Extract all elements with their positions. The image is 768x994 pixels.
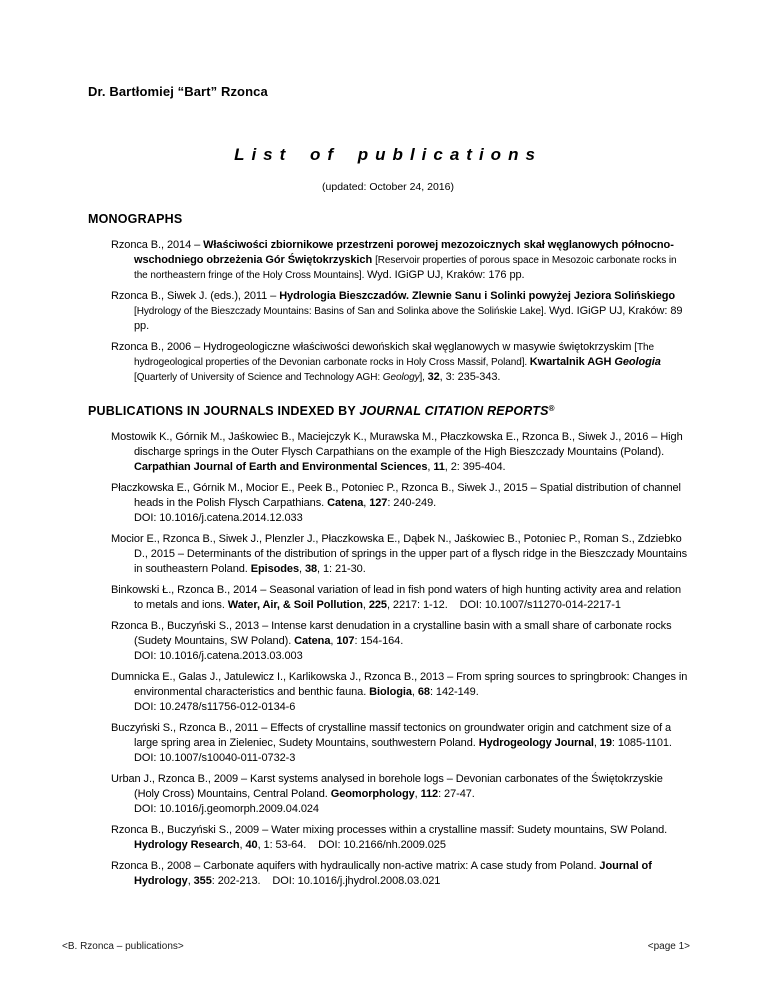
text-run: Journal of Hydrology xyxy=(134,860,652,887)
text-run: DOI: 10.2478/s11756-012-0134-6 xyxy=(134,701,296,713)
text-run: [Quarterly of University of Science and Technology AGH: xyxy=(134,372,383,383)
publication-entry xyxy=(88,619,688,664)
text-run: , xyxy=(427,461,434,473)
text-run: JOURNAL CITATION REPORTS xyxy=(359,404,549,418)
text-run: 32 xyxy=(427,371,440,383)
text-run: 107 xyxy=(336,635,355,647)
text-run: : 240-249. xyxy=(387,497,437,509)
text-run: Biologia xyxy=(369,686,412,698)
text-run: PUBLICATIONS IN JOURNALS INDEXED BY xyxy=(88,404,360,418)
text-run: , 2217: 1-12. DOI: 10.1007/s11270-014-2217-1 xyxy=(386,599,621,611)
text-run: MONOGRAPHS xyxy=(88,212,183,226)
text-run: Rzonca B., Buczyński S., 2013 – Intense karst denudation in a crystalline basin with a small share of carbonate rocks (Sudety Mountains, SW Poland). xyxy=(111,620,672,647)
text-run: 225 xyxy=(368,599,387,611)
text-run: , xyxy=(414,788,421,800)
text-run: [The hydrogeological properties of the Devonian carbonate rocks in Holy Cross Massif, Poland]. xyxy=(134,342,654,368)
text-run: 112 xyxy=(420,788,439,800)
text-run: DOI: 10.1016/j.catena.2013.03.003 xyxy=(134,650,303,662)
document-title: List of publications xyxy=(234,145,542,164)
text-run: Rzonca B., 2014 – xyxy=(111,239,204,251)
text-run: , 1: 21-30. xyxy=(317,563,366,575)
text-run: : 202-213. DOI: 10.1016/j.jhydrol.2008.03.021 xyxy=(211,875,441,887)
publication-entry xyxy=(88,670,688,715)
publication-entry xyxy=(88,772,688,817)
text-run: [Hydrology of the Bieszczady Mountains: Basins of San and Solinka above the Solińskie Lake]. xyxy=(134,306,550,317)
text-run: Płaczkowska E., Górnik M., Mocior E., Peek B., Potoniec P., Rzonca B., Siwek J., 2015 – Spatial distribution of channel heads in the Polish Flysch Carpathians. xyxy=(111,482,681,509)
text-run: : 27-47. xyxy=(438,788,475,800)
text-run: 40 xyxy=(245,839,258,851)
text-run: 68 xyxy=(417,686,430,698)
text-run: Dumnicka E., Galas J., Jatulewicz I., Karlikowska J., Rzonca B., 2013 – From spring sources to springbrook: Changes in environmental characteristics and benthic fauna. xyxy=(111,671,688,698)
text-run: Mocior E., Rzonca B., Siwek J., Plenzler J., Płaczkowska E., Dąbek N., Jaśkowiec B., Potoniec P., Roman S., Zdziebko D., 2015 – Determinants of the distribution of springs in the upper part of a flysch ridge in the Bieszczady Mountains in southeastern Poland. xyxy=(111,533,688,575)
text-run: 355 xyxy=(193,875,212,887)
text-run: Geomorphology xyxy=(330,788,415,800)
text-run: Water, Air, & Soil Pollution xyxy=(227,599,363,611)
publication-entry xyxy=(88,430,688,475)
text-run: ], xyxy=(419,372,428,383)
text-run: , xyxy=(363,497,370,509)
publication-entry xyxy=(88,823,688,853)
text-run: Buczyński S., Rzonca B., 2011 – Effects of crystalline massif tectonics on groundwater origin and catchment size of a large spring area in Zieleniec, Sudety Mountains, southwestern Poland. xyxy=(111,722,672,749)
text-run: Binkowski Ł., Rzonca B., 2014 – Seasonal variation of lead in fish pond waters of high hunting activity area and relation to metals and ions. xyxy=(111,584,682,611)
publication-entry xyxy=(88,532,688,577)
text-run: Hydrology Research xyxy=(134,839,240,851)
text-run: , 1: 53-64. DOI: 10.2166/nh.2009.025 xyxy=(257,839,446,851)
text-run: Wyd. IGiGP UJ, Kraków: 176 pp. xyxy=(367,269,525,281)
text-run: , 3: 235-343. xyxy=(439,371,501,383)
text-run: ® xyxy=(548,404,555,413)
publication-entry xyxy=(88,721,688,766)
text-run: : 1085-1101. DOI: 10.1007/s10040-011-0732-3 xyxy=(134,737,681,764)
updated-date: (updated: October 24, 2016) xyxy=(322,181,454,193)
document-content xyxy=(88,84,688,895)
publication-entry xyxy=(88,859,688,889)
publication-entry xyxy=(88,340,688,385)
text-run: 19 xyxy=(599,737,612,749)
text-run: Kwartalnik AGH xyxy=(529,356,615,368)
text-run: Hydrologia Bieszczadów. Zlewnie Sanu i Solinki powyżej Jeziora Solińskiego xyxy=(279,290,676,302)
section-heading-monographs xyxy=(88,212,688,226)
text-run: Właściwości zbiornikowe przestrzeni porowej mezozoicznych skał węglanowych północno-wschodniego obrzeżenia Gór Świętokrzyskich xyxy=(134,239,674,266)
section-heading-jcr-indexed xyxy=(88,404,688,418)
text-run: DOI: 10.1016/j.geomorph.2009.04.024 xyxy=(134,803,319,815)
text-run: , xyxy=(187,875,194,887)
text-run: Hydrogeology Journal xyxy=(478,737,594,749)
publication-entry xyxy=(88,583,688,613)
text-run: Geology xyxy=(382,372,420,383)
publications-list xyxy=(88,212,688,889)
text-run: , xyxy=(330,635,337,647)
footer-page-number: <page 1> xyxy=(647,941,690,952)
text-run: Rzonca B., 2006 – Hydrogeologiczne właściwości dewońskich skał węglanowych w masywie świętokrzyskim xyxy=(111,341,635,353)
text-run: : 142-149. xyxy=(429,686,479,698)
text-run: Carpathian Journal of Earth and Environmental Sciences xyxy=(134,461,428,473)
text-run: Urban J., Rzonca B., 2009 – Karst systems analysed in borehole logs – Devonian carbonates of the Świętokrzyskie (Holy Cross) Mountains, Central Poland. xyxy=(111,773,663,800)
footer-document-label: <B. Rzonca – publications> xyxy=(62,941,184,952)
text-run: Mostowik K., Górnik M., Jaśkowiec B., Maciejczyk K., Murawska M., Płaczkowska E., Rzonca B., Siwek J., 2016 – High discharge springs in the Outer Flysch Carpathians on the example of the High Bieszczady Mountains (Poland). xyxy=(111,431,683,458)
text-run: , xyxy=(411,686,418,698)
text-run: DOI: 10.1016/j.catena.2014.12.033 xyxy=(134,512,303,524)
text-run: , xyxy=(239,839,246,851)
publication-entry xyxy=(88,289,688,334)
page-footer xyxy=(62,941,690,952)
text-run: , xyxy=(362,599,369,611)
text-run: 11 xyxy=(433,461,445,473)
text-run: , xyxy=(298,563,305,575)
text-run: Rzonca B., Buczyński S., 2009 – Water mixing processes within a crystalline massif: Sudety mountains, SW Poland. xyxy=(111,824,668,836)
text-run: Rzonca B., Siwek J. (eds.), 2011 – xyxy=(111,290,280,302)
publication-entry xyxy=(88,238,688,283)
text-run: Episodes xyxy=(250,563,299,575)
text-run: : 154-164. xyxy=(354,635,404,647)
text-run: , 2: 395-404. xyxy=(444,461,506,473)
text-run: , xyxy=(593,737,600,749)
author-name: Dr. Bartłomiej “Bart” Rzonca xyxy=(88,84,268,99)
text-run: Geologia xyxy=(614,356,661,368)
text-run: Catena xyxy=(294,635,331,647)
text-run: 127 xyxy=(369,497,388,509)
text-run: [Reservoir properties of porous space in Mesozoic carbonate rocks in the northeastern fringe of the Holy Cross Mountains]. xyxy=(134,255,677,281)
text-run: Wyd. IGiGP UJ, Kraków: 89 pp. xyxy=(134,305,683,332)
text-run: 38 xyxy=(304,563,318,575)
text-run: Catena xyxy=(327,497,364,509)
publication-entry xyxy=(88,481,688,526)
text-run: Rzonca B., 2008 – Carbonate aquifers with hydraulically non-active matrix: A case study from Poland. xyxy=(111,860,600,872)
